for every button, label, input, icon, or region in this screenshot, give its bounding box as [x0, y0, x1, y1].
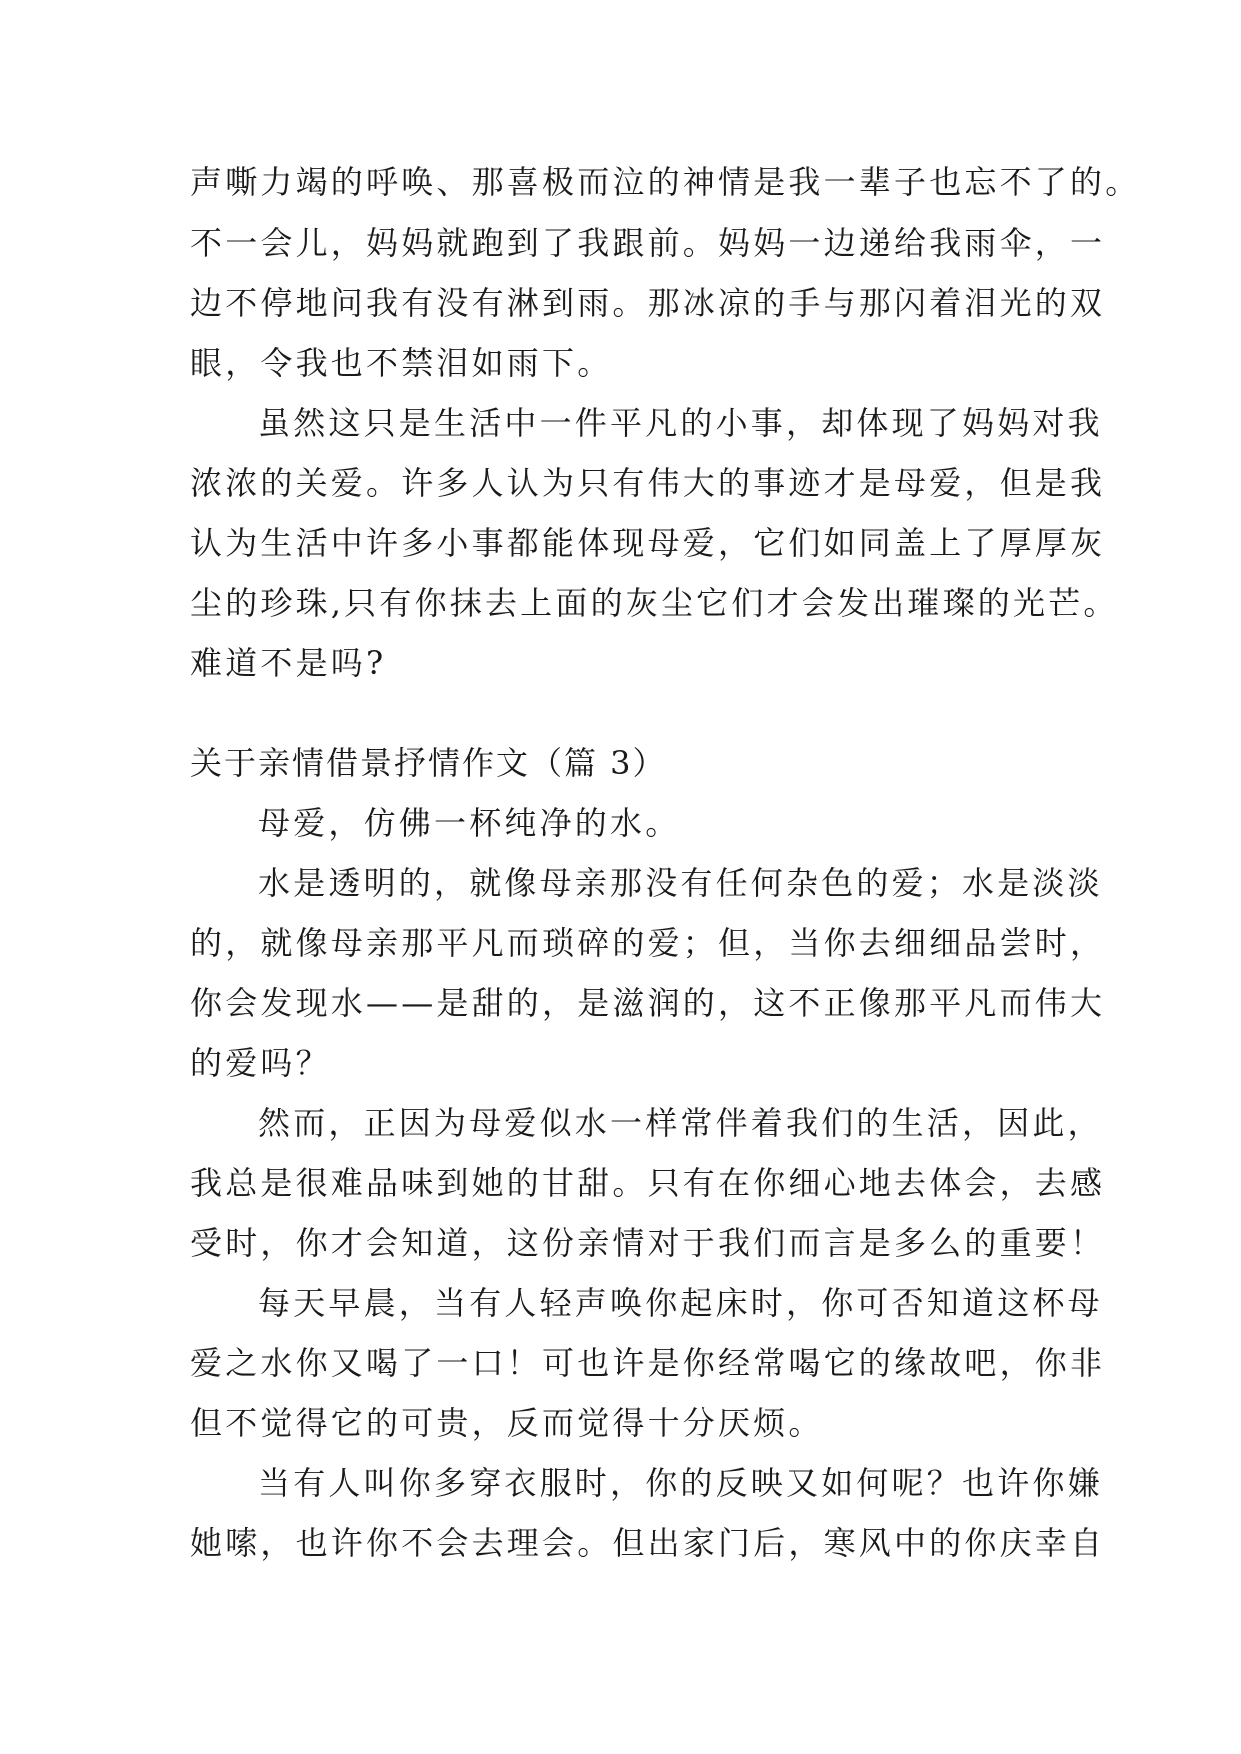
text-line: 你会发现水——是甜的，是滋润的，这不正像那平凡而伟大: [190, 984, 1106, 1022]
text-line: 我总是很难品味到她的甘甜。只有在你细心地去体会，去感: [190, 1164, 1106, 1202]
text-line: 受时，你才会知道，这份亲情对于我们而言是多么的重要！: [190, 1224, 1106, 1262]
text-line: 认为生活中许多小事都能体现母爱，它们如同盖上了厚厚灰: [190, 524, 1106, 562]
text-line: 尘的珍珠,只有你抹去上面的灰尘它们才会发出璀璨的光芒。: [190, 584, 1119, 622]
paragraph-first-line: 然而，正因为母爱似水一样常伴着我们的生活，因此，: [258, 1104, 1103, 1142]
text-line: 边不停地问我有没有淋到雨。那冰凉的手与那闪着泪光的双: [190, 284, 1106, 322]
text-line: 爱之水你又喝了一口！可也许是你经常喝它的缘故吧，你非: [190, 1344, 1106, 1382]
paragraph-first-line: 母爱，仿佛一杯纯净的水。: [258, 804, 681, 842]
paragraph-first-line: 水是透明的，就像母亲那没有任何杂色的爱；水是淡淡: [258, 864, 1103, 902]
text-line: 的，就像母亲那平凡而琐碎的爱；但，当你去细细品尝时，: [190, 924, 1106, 962]
text-line: 她嗦，也许你不会去理会。但出家门后，寒风中的你庆幸自: [190, 1524, 1106, 1562]
text-line: 不一会儿，妈妈就跑到了我跟前。妈妈一边递给我雨伞，一: [190, 224, 1106, 262]
text-line: 但不觉得它的可贵，反而觉得十分厌烦。: [190, 1404, 824, 1442]
text-line: 声嘶力竭的呼唤、那喜极而泣的神情是我一辈子也忘不了的。: [190, 163, 1141, 201]
section-heading: 关于亲情借景抒情作文（篇 3）: [190, 744, 667, 782]
text-line: 浓浓的关爱。许多人认为只有伟大的事迹才是母爱，但是我: [190, 464, 1106, 502]
text-line: 难道不是吗?: [190, 644, 387, 682]
text-line: 眼，令我也不禁泪如雨下。: [190, 344, 613, 382]
text-line: 的爱吗？: [190, 1044, 331, 1082]
paragraph-first-line: 每天早晨，当有人轻声唤你起床时，你可否知道这杯母: [258, 1284, 1103, 1322]
paragraph-first-line: 当有人叫你多穿衣服时，你的反映又如何呢？也许你嫌: [258, 1464, 1103, 1502]
paragraph-first-line: 虽然这只是生活中一件平凡的小事，却体现了妈妈对我: [258, 404, 1103, 442]
